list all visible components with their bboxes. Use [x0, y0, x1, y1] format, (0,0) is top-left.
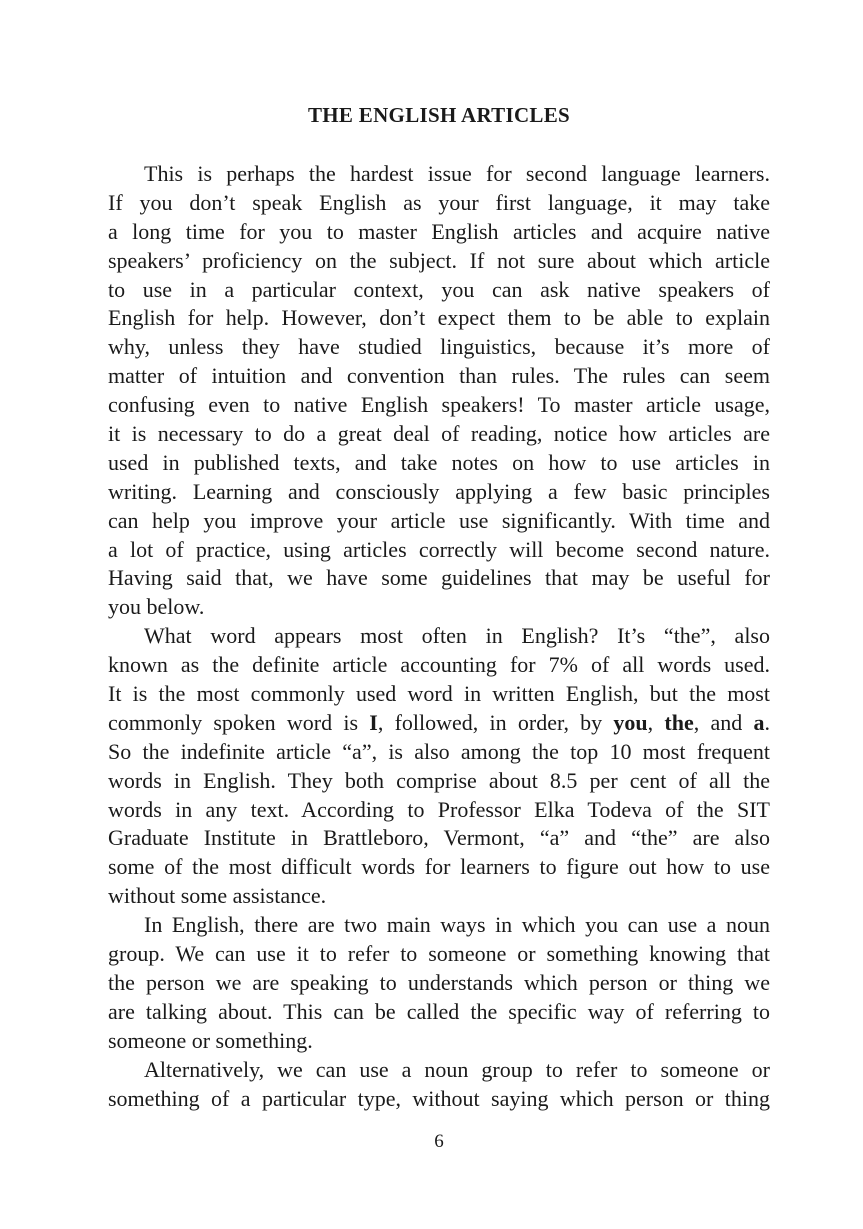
text-segment: words in English. They both comprise about 8.5 per cent of all the	[108, 767, 770, 793]
bold-word: the	[664, 709, 694, 735]
text-line	[108, 651, 770, 680]
text-line	[108, 449, 770, 478]
text-line	[108, 1056, 770, 1085]
text-line	[108, 276, 770, 305]
text-segment: are talking about. This can be called the specific way of referring to	[108, 998, 770, 1024]
text-segment: Graduate Institute in Brattleboro, Vermont, “a” and “the” are also	[108, 825, 770, 851]
text-line	[108, 593, 770, 622]
text-segment: you below.	[108, 594, 205, 620]
text-segment: What word appears most often in English? It’s “the”, also	[144, 623, 770, 649]
text-line	[108, 853, 770, 882]
text-line	[108, 420, 770, 449]
bold-word: you	[613, 709, 648, 735]
text-line	[108, 333, 770, 362]
text-segment: ,	[647, 709, 665, 735]
text-segment: can help you improve your article use significantly. With time and	[108, 507, 770, 533]
body-text	[108, 160, 770, 1113]
text-segment: someone or something.	[108, 1027, 313, 1053]
text-segment: used in published texts, and take notes on how to use articles in	[108, 449, 770, 475]
paragraph	[108, 911, 770, 1055]
text-segment: why, unless they have studied linguistics, because it’s more of	[108, 334, 770, 360]
text-line	[108, 478, 770, 507]
text-line	[108, 940, 770, 969]
text-segment: some of the most difficult words for learners to figure out how to use	[108, 854, 770, 880]
text-segment: Alternatively, we can use a noun group to refer to someone or	[144, 1056, 770, 1082]
text-segment: , followed, in order, by	[377, 709, 614, 735]
text-line	[108, 796, 770, 825]
text-segment: writing. Learning and consciously applying a few basic principles	[108, 478, 770, 504]
text-segment: it is necessary to do a great deal of reading, notice how articles are	[108, 421, 770, 447]
bold-word: a	[753, 709, 765, 735]
text-segment: commonly spoken word is	[108, 709, 370, 735]
text-line	[108, 738, 770, 767]
text-segment: a long time for you to master English articles and acquire native	[108, 218, 770, 244]
text-line	[108, 160, 770, 189]
text-segment: In English, there are two main ways in which you can use a noun	[144, 912, 770, 938]
text-line	[108, 882, 770, 911]
text-line	[108, 391, 770, 420]
text-line	[108, 911, 770, 940]
text-segment: known as the definite article accounting for 7% of all words used.	[108, 652, 770, 678]
bold-word: I	[369, 709, 378, 735]
text-line	[108, 622, 770, 651]
text-segment: confusing even to native English speakers! To master article usage,	[108, 392, 770, 418]
text-segment: to use in a particular context, you can ask native speakers of	[108, 276, 770, 302]
text-line	[108, 189, 770, 218]
text-line	[108, 998, 770, 1027]
text-line	[108, 1085, 770, 1114]
text-line	[108, 680, 770, 709]
text-segment: Having said that, we have some guidelines that may be useful for	[108, 565, 770, 591]
text-segment: group. We can use it to refer to someone or something knowing that	[108, 941, 770, 967]
text-line	[108, 767, 770, 796]
text-segment: a lot of practice, using articles correctly will become second nature.	[108, 536, 770, 562]
text-line	[108, 824, 770, 853]
text-line	[108, 969, 770, 998]
text-segment: If you don’t speak English as your first language, it may take	[108, 189, 770, 215]
text-segment: , and	[693, 709, 754, 735]
text-line	[108, 507, 770, 536]
text-line	[108, 536, 770, 565]
paragraph	[108, 1056, 770, 1114]
text-segment: So the indefinite article “a”, is also among the top 10 most frequent	[108, 738, 770, 764]
text-line	[108, 564, 770, 593]
text-segment: words in any text. According to Professor Elka Todeva of the SIT	[108, 796, 770, 822]
text-line	[108, 304, 770, 333]
text-line	[108, 218, 770, 247]
page-title: THE ENGLISH ARTICLES	[307, 103, 571, 127]
text-segment: something of a particular type, without saying which person or thing	[108, 1085, 770, 1111]
text-line	[108, 709, 770, 738]
text-segment: without some assistance.	[108, 883, 327, 909]
paragraph	[108, 160, 770, 622]
page-number: 6	[434, 1131, 444, 1152]
text-segment: English for help. However, don’t expect them to be able to explain	[108, 305, 770, 331]
text-segment: .	[764, 709, 770, 735]
text-line	[108, 362, 770, 391]
text-segment: It is the most commonly used word in written English, but the most	[108, 681, 770, 707]
text-segment: the person we are speaking to understands which person or thing we	[108, 969, 770, 995]
text-segment: This is perhaps the hardest issue for second language learners.	[144, 161, 770, 186]
text-segment: matter of intuition and convention than rules. The rules can seem	[108, 363, 770, 389]
text-line	[108, 1027, 770, 1056]
paragraph	[108, 622, 770, 911]
text-line	[108, 247, 770, 276]
text-segment: speakers’ proficiency on the subject. If not sure about which article	[108, 247, 770, 273]
